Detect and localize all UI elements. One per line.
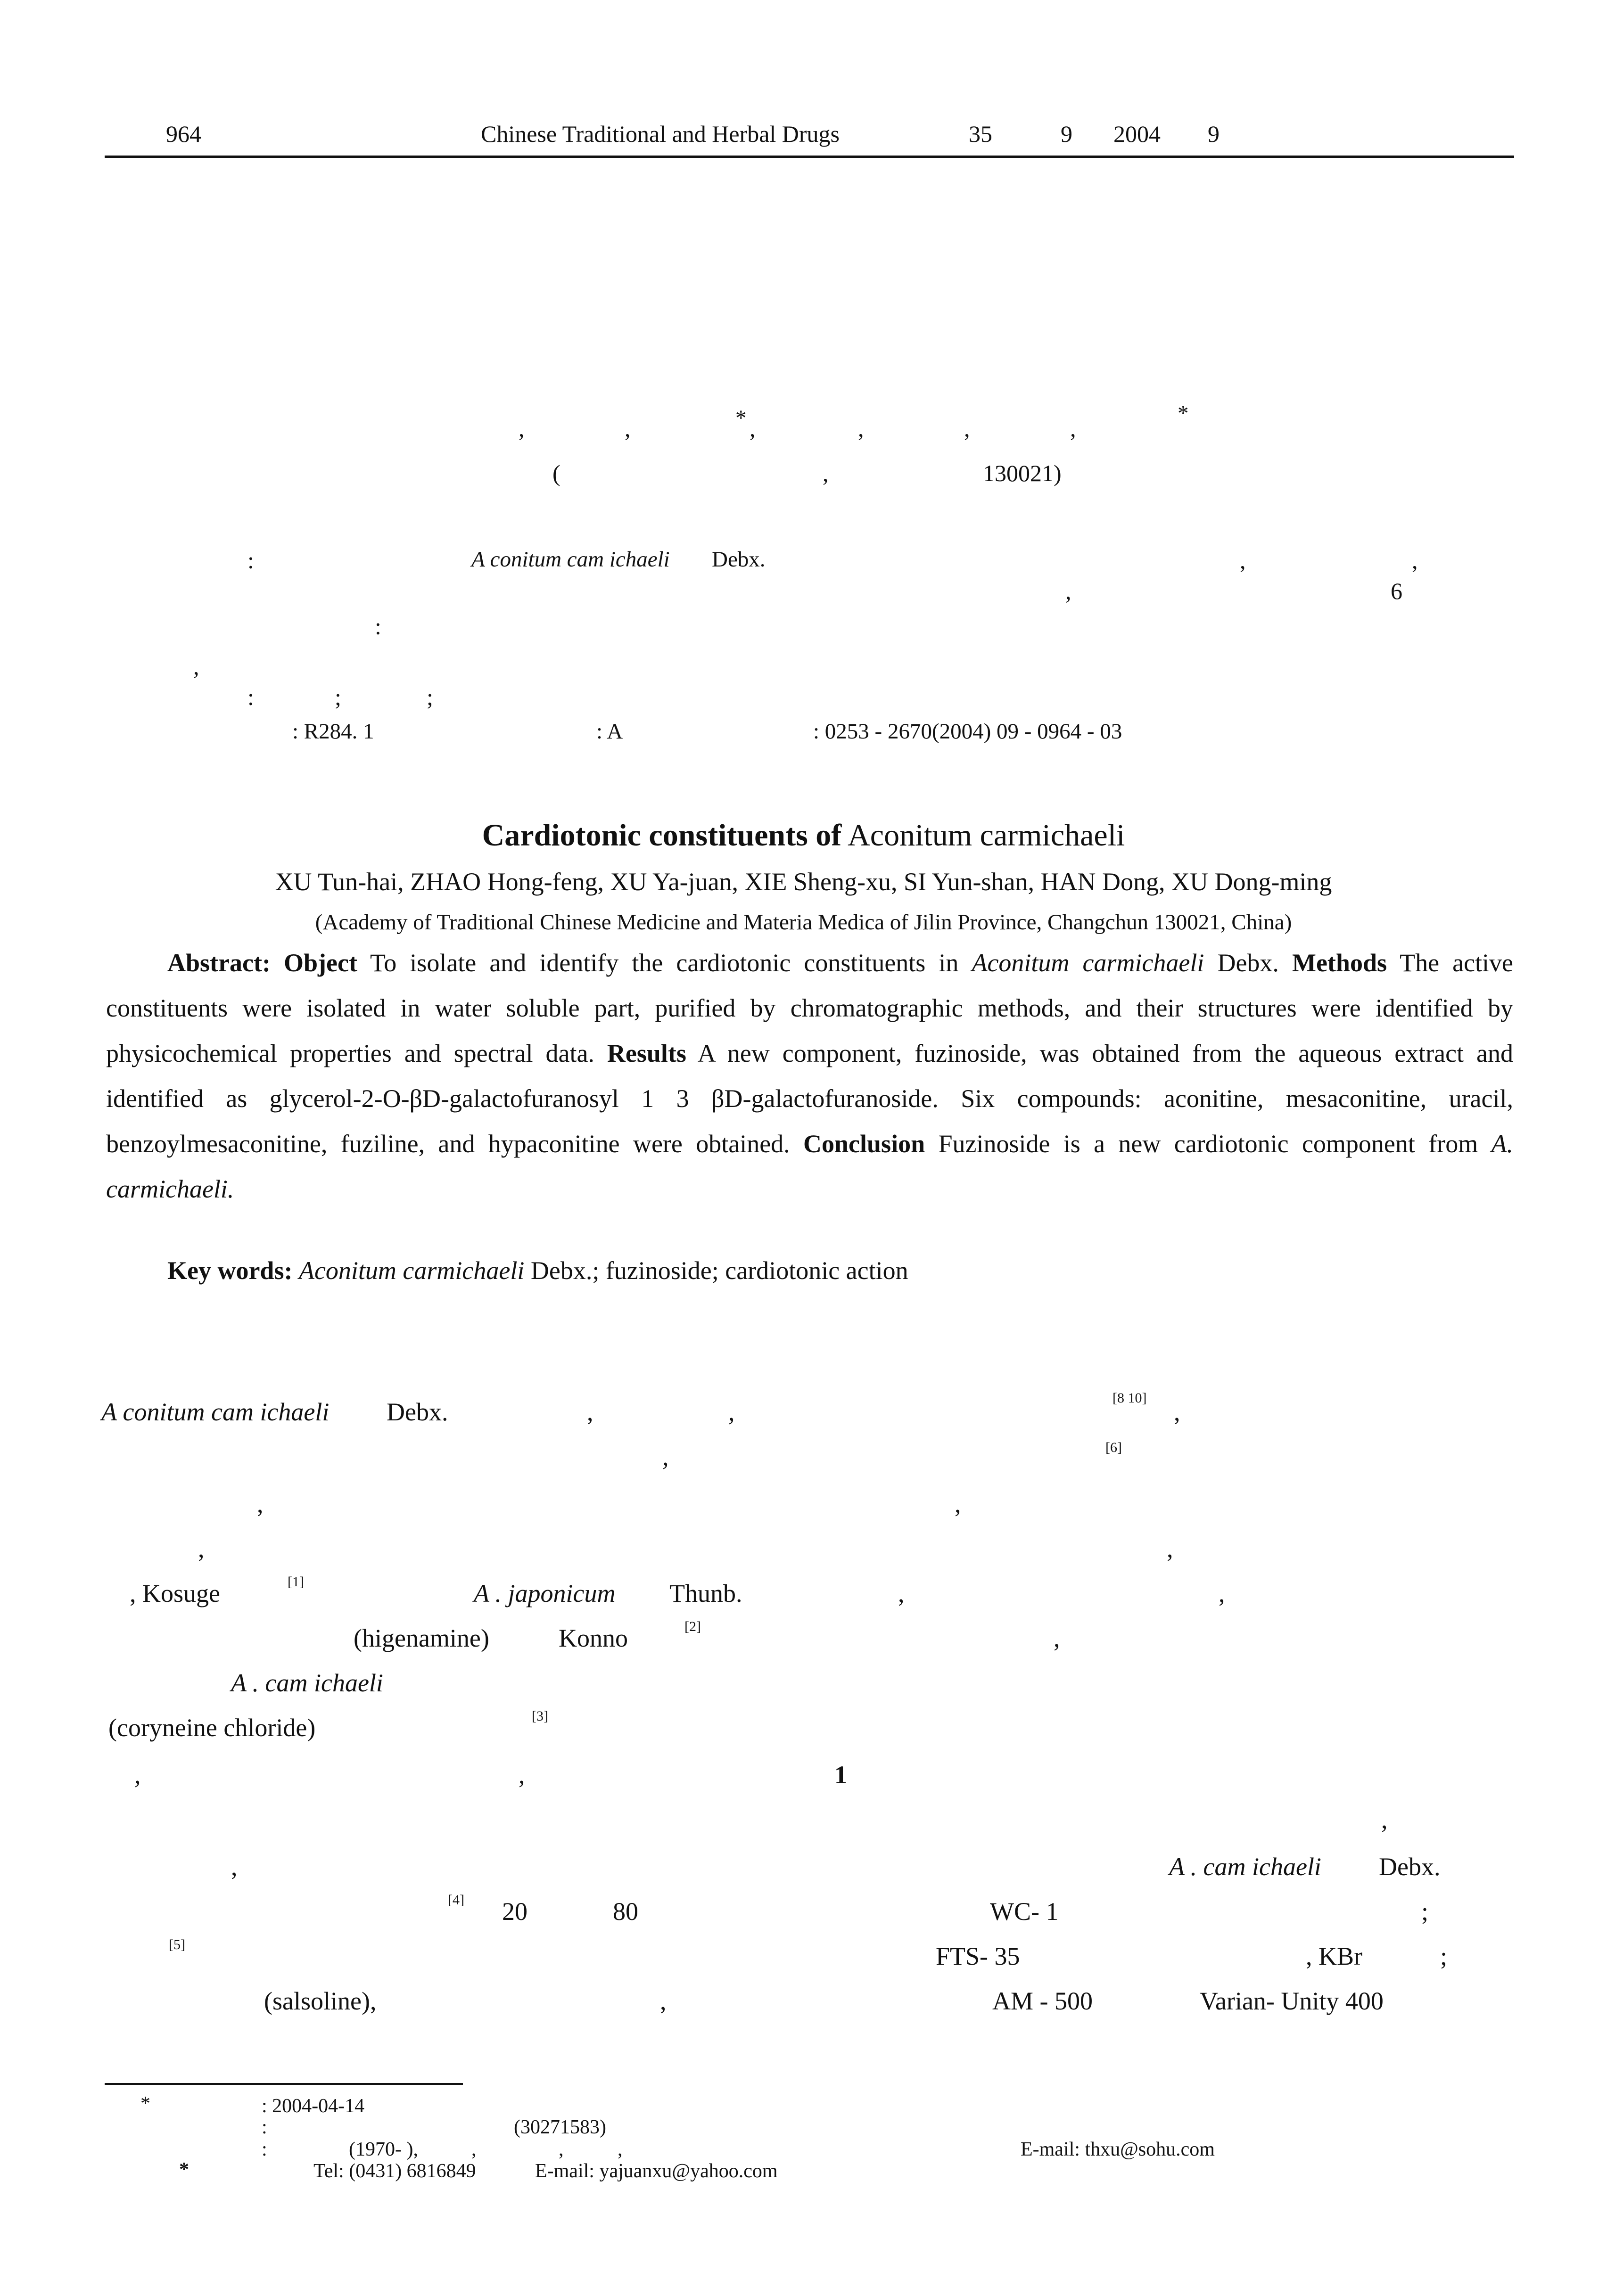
citation-ref: [3] — [532, 1708, 548, 1724]
compound-name: (higenamine) — [354, 1624, 489, 1652]
citation-ref: [6] — [1105, 1440, 1122, 1455]
instrument-name: AM - 500 — [992, 1987, 1093, 2015]
species-author: Debx. — [712, 547, 766, 572]
keywords-label: Key words: — [167, 1256, 293, 1285]
abstract-comma: , — [193, 653, 199, 680]
author-name: , Kosuge — [130, 1579, 220, 1607]
comma: , — [519, 1761, 525, 1789]
instrument-name: FTS- 35 — [936, 1942, 1020, 1970]
sample-prep: , KBr — [1306, 1942, 1362, 1970]
author-separator: , — [519, 415, 525, 442]
footnote-rule — [105, 2083, 463, 2085]
results-text: A new component, fuzinoside, was obtained from the aqueous extract and identified as glycerol-2-O-βD-galactofuranosyl 1 3 βD-galactofuranoside. Six compounds: aconitine, mesaconitine, uracil, benzoylmesaconitine, fuziline, and hypaconitine were obtained. — [106, 1039, 1514, 1158]
clc-number: : R284. 1 — [292, 719, 374, 744]
abstract-colon: : — [247, 547, 254, 574]
document-code: : A — [596, 719, 623, 744]
page-number: 964 — [166, 121, 201, 147]
author-separator: , — [858, 415, 864, 442]
species-name: Aconitum carmichaeli — [298, 1256, 525, 1285]
corresponding-email[interactable]: E-mail: yajuanxu@yahoo.com — [535, 2160, 778, 2182]
title-en-main: Cardiotonic constituents of — [482, 818, 842, 853]
journal-month: 9 — [1208, 121, 1220, 147]
citation-ref: [5] — [169, 1937, 185, 1952]
journal-name: Chinese Traditional and Herbal Drugs — [481, 121, 840, 147]
abstract-en — [106, 940, 1513, 1212]
keywords-en — [167, 1256, 908, 1285]
comma: , — [1381, 1805, 1388, 1834]
species-name: A conitum cam ichaeli — [101, 1398, 330, 1426]
comma: , — [1054, 1624, 1060, 1652]
journal-volume: 35 — [969, 121, 992, 147]
abstract-count: 6 — [1391, 578, 1402, 604]
abstract-comma: , — [1240, 547, 1246, 574]
affiliation-en: (Academy of Traditional Chinese Medicine and Materia Medica of Jilin Province, Changchun 130021, China) — [315, 910, 1292, 935]
conclusion-text: Fuzinoside is a new cardiotonic component from — [938, 1130, 1478, 1158]
keyword-separator: ; — [427, 684, 433, 710]
abstract-comma: , — [1412, 547, 1418, 574]
compound-name: (salsoline), — [264, 1987, 377, 2015]
fund-colon: : — [262, 2116, 267, 2138]
author-email[interactable]: E-mail: thxu@sohu.com — [1021, 2139, 1215, 2160]
affiliation-paren: ( — [552, 460, 560, 486]
corresponding-tel: Tel: (0431) 6816849 — [313, 2160, 476, 2182]
corresponding-mark: * — [735, 406, 747, 430]
comma: , — [231, 1853, 238, 1881]
keywords-list: Debx.; fuzinoside; cardiotonic action — [530, 1256, 908, 1285]
comma: , — [1219, 1579, 1225, 1607]
species-author: Debx. — [387, 1398, 448, 1426]
fund-number: (30271583) — [514, 2116, 606, 2138]
species-author: Debx. — [1217, 949, 1279, 977]
species-author: Debx. — [1379, 1853, 1441, 1881]
received-date: : 2004-04-14 — [262, 2095, 365, 2117]
affiliation-comma: , — [823, 460, 829, 486]
bio-comma: , — [559, 2139, 564, 2160]
affiliation-postcode: 130021) — [983, 460, 1062, 486]
species-author: Thunb. — [669, 1579, 742, 1607]
instrument-name: WC- 1 — [990, 1897, 1059, 1926]
journal-issue: 9 — [1061, 121, 1072, 147]
comma: , — [1167, 1534, 1173, 1563]
keyword-separator: ; — [335, 684, 341, 710]
results-label: Results — [607, 1039, 686, 1067]
abstract-label: Abstract: — [167, 949, 271, 977]
article-id: : 0253 - 2670(2004) 09 - 0964 - 03 — [813, 719, 1122, 744]
authors-en: XU Tun-hai, ZHAO Hong-feng, XU Ya-juan, XIE Sheng-xu, SI Yun-shan, HAN Dong, XU Dong-ming — [275, 868, 1332, 896]
species-name: Aconitum carmichaeli — [972, 949, 1204, 977]
conclusion-label: Conclusion — [803, 1130, 925, 1158]
comma: , — [898, 1579, 905, 1607]
comma: , — [660, 1987, 667, 2015]
species-name: A . cam ichaeli — [1169, 1853, 1321, 1881]
comma: , — [728, 1398, 735, 1426]
comma: , — [134, 1761, 141, 1789]
header-rule — [105, 156, 1514, 158]
instrument-name: Varian- Unity 400 — [1200, 1987, 1384, 2015]
citation-ref: [8 10] — [1113, 1390, 1147, 1406]
author-name: Konno — [559, 1624, 628, 1652]
comma: , — [257, 1490, 264, 1518]
bio-comma: , — [471, 2139, 477, 2160]
citation-ref: [4] — [448, 1892, 464, 1908]
author-separator: , — [964, 415, 970, 442]
abstract-comma: , — [1065, 578, 1071, 604]
bio-years: (1970- ), — [349, 2139, 418, 2160]
title-en-species: Aconitum carmichaeli — [848, 818, 1125, 853]
conclusion-species: A. carmichaeli. — [106, 1130, 1514, 1203]
methods-text: The active constituents were isolated in water soluble part, purified by chromatographic methods, and their structures were identified by physicochemical properties and spectral data. — [106, 949, 1514, 1067]
bio-colon: : — [262, 2139, 267, 2160]
number: 80 — [613, 1897, 638, 1926]
corresponding-mark: * — [179, 2159, 189, 2181]
semicolon: ; — [1440, 1942, 1448, 1970]
footnote-mark: * — [140, 2093, 150, 2115]
species-name: A . cam ichaeli — [231, 1669, 383, 1697]
author-separator: , — [750, 415, 756, 442]
title-en — [0, 818, 1607, 853]
section-number: 1 — [834, 1761, 847, 1789]
citation-ref: [1] — [288, 1574, 304, 1590]
comma: , — [198, 1534, 205, 1563]
comma: , — [955, 1490, 961, 1518]
journal-year: 2004 — [1113, 121, 1161, 147]
number: 20 — [502, 1897, 527, 1926]
compound-name: (coryneine chloride) — [108, 1714, 316, 1742]
comma: , — [662, 1443, 669, 1471]
citation-ref: [2] — [684, 1619, 701, 1634]
species-name: A conitum cam ichaeli — [471, 547, 670, 572]
author-separator: , — [1070, 415, 1076, 442]
comma: , — [1174, 1398, 1180, 1426]
species-name: A . japonicum — [474, 1579, 616, 1607]
methods-label: Methods — [1292, 949, 1387, 977]
object-text: To isolate and identify the cardiotonic constituents in — [370, 949, 959, 977]
author-separator: , — [625, 415, 631, 442]
comma: , — [587, 1398, 593, 1426]
object-label: Object — [284, 949, 357, 977]
keywords-colon: : — [247, 684, 254, 710]
corresponding-mark: * — [1178, 401, 1189, 426]
abstract-colon: : — [375, 613, 381, 640]
bio-comma: , — [618, 2139, 623, 2160]
semicolon: ; — [1421, 1897, 1429, 1926]
